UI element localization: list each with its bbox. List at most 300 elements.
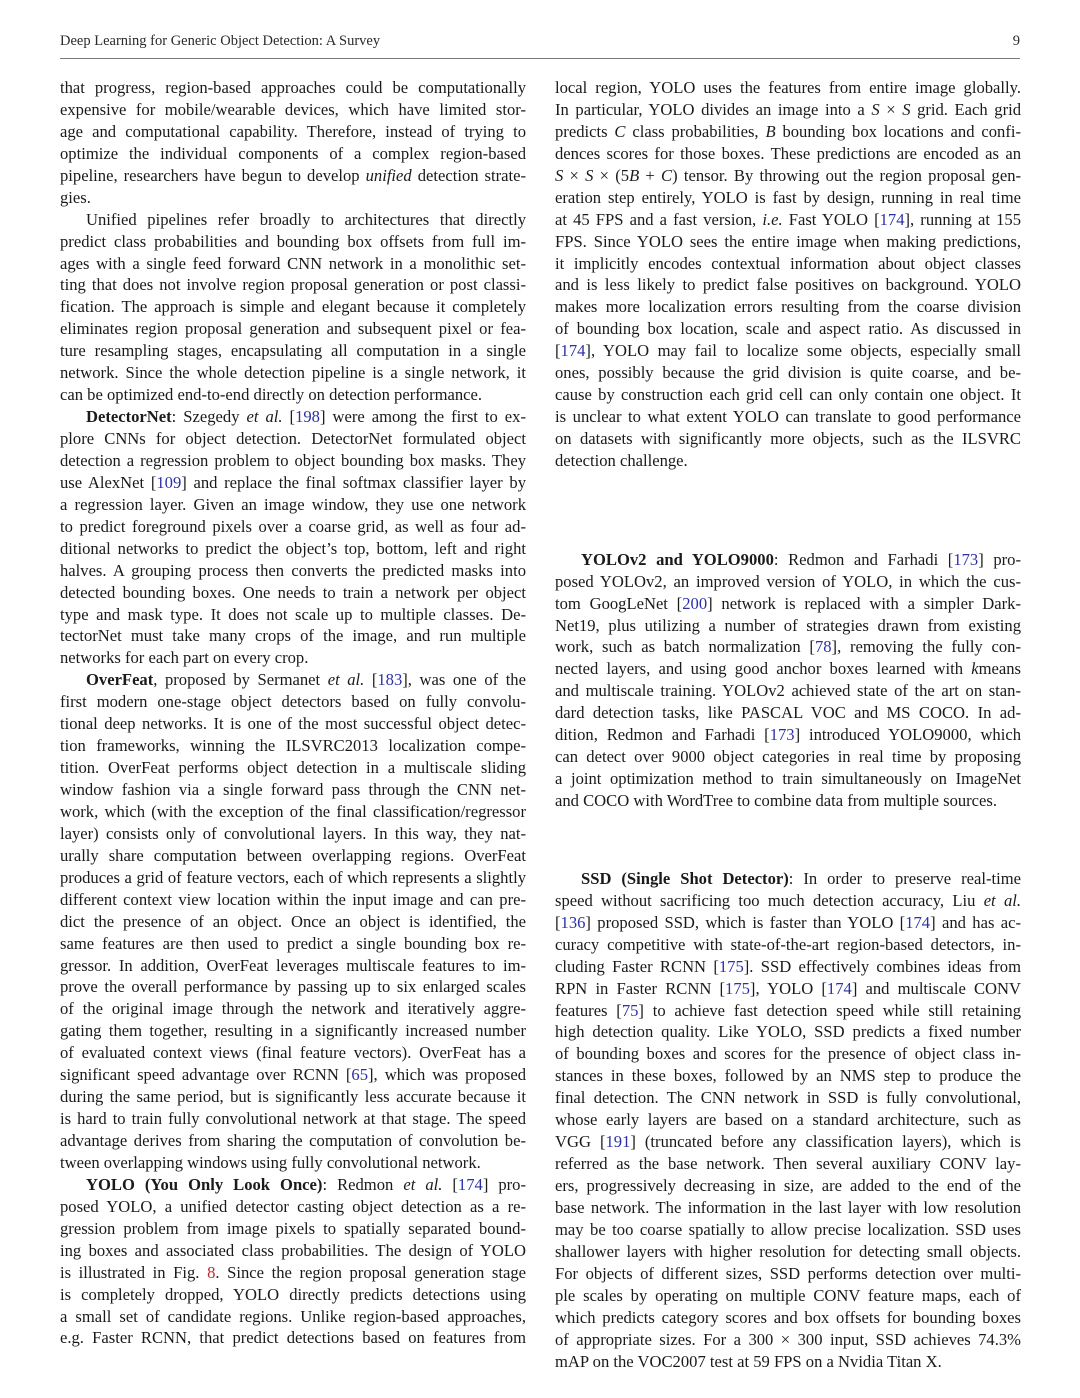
text-line — [60, 845, 526, 867]
paragraph-heading: SSD (Single Shot Detector) — [581, 868, 789, 888]
text-line — [60, 143, 526, 165]
text-line — [60, 1108, 526, 1130]
text-run: of bounding box location, scale and aspect ratio. As discussed in — [555, 319, 1021, 339]
text-line — [60, 867, 526, 889]
citation-link[interactable]: 175 — [718, 956, 744, 976]
text-line — [60, 911, 526, 933]
text-run: can be optimized end-to-end directly on detection performance. — [60, 385, 483, 405]
text-run: dard detection tasks, like PASCAL VOC and MS COCO. In ad- — [555, 703, 1021, 723]
text-line — [60, 340, 526, 362]
left-column — [60, 77, 526, 1349]
text-run: ] pro- — [482, 1174, 526, 1194]
text-line — [555, 1131, 1021, 1153]
text-run: a small set of candidate regions. Unlike region-based approaches, — [60, 1306, 526, 1326]
text-line — [60, 318, 526, 340]
text-run: posed YOLO, a unified detector casting object detection as a re- — [60, 1196, 526, 1216]
text-run: makes more localization errors resulting from the coarse division — [555, 297, 1021, 317]
text-run: work, such as batch normalization [ — [555, 637, 815, 657]
text-run: + — [639, 165, 662, 185]
text-line — [555, 77, 1021, 99]
text-line — [555, 406, 1021, 428]
text-run: mAP on the VOC2007 test at 59 FPS on a Nvidia Titan X. — [555, 1351, 942, 1371]
text-line — [555, 956, 1021, 978]
text-line — [555, 1109, 1021, 1131]
text-run: produces a grid of feature vectors, each of which represents a slightly — [60, 867, 526, 887]
text-line — [60, 1174, 526, 1196]
text-line — [555, 165, 1021, 187]
paragraph — [555, 77, 1021, 472]
citation-link[interactable]: 78 — [814, 637, 832, 657]
text-line — [60, 933, 526, 955]
text-line — [555, 340, 1021, 362]
text-line — [60, 976, 526, 998]
text-run: ] and multiscale CONV — [851, 978, 1022, 998]
text-run: high detection quality. Like YOLO, SSD predicts a fixed number — [555, 1022, 1021, 1042]
text-line — [555, 615, 1021, 637]
text-run: which predicts category scores and box offsets for bounding boxes — [555, 1307, 1021, 1327]
text-line — [555, 1307, 1021, 1329]
text-line — [60, 713, 526, 735]
text-run: advantage derives from sharing the computation of convolution be- — [60, 1131, 526, 1150]
text-run: that progress, region-based approaches could be computationally — [60, 78, 526, 97]
text-run: detection strate- — [411, 165, 527, 185]
text-line — [555, 1197, 1021, 1219]
text-line — [60, 406, 526, 428]
citation-link[interactable]: 109 — [156, 472, 182, 492]
text-line — [60, 757, 526, 779]
text-run: Net19, plus utilizing a number of strategies drawn from existing — [555, 615, 1021, 635]
text-line — [555, 209, 1021, 231]
text-run: For objects of different sizes, SSD performs detection over multi- — [555, 1263, 1021, 1283]
citation-link[interactable]: 198 — [295, 407, 320, 427]
text-run: urally share computation between overlapping regions. OverFeat — [60, 845, 526, 865]
text-run: grid. Each grid — [910, 99, 1022, 119]
paragraph-heading: YOLO (You Only Look Once) — [86, 1174, 323, 1194]
text-line — [60, 121, 526, 143]
text-run: ], was one of the — [402, 670, 526, 690]
text-line — [60, 1240, 526, 1262]
text-line — [555, 724, 1021, 746]
text-run: of evaluated context views (final feature vectors). OverFeat has a — [60, 1043, 526, 1063]
column-gap — [555, 812, 1021, 868]
right-column — [555, 77, 1021, 1372]
text-run: ] pro- — [978, 549, 1021, 569]
text-run: In particular, YOLO divides an image into a — [555, 99, 872, 119]
text-run: × — [879, 99, 903, 119]
text-line — [555, 768, 1021, 790]
text-run: ], running at 155 — [904, 209, 1021, 229]
text-line — [60, 450, 526, 472]
text-line — [60, 647, 526, 669]
text-line — [555, 890, 1021, 912]
math-symbol: B — [629, 165, 640, 185]
text-run: gressor. In addition, OverFeat leverages multiscale features to im- — [60, 955, 526, 975]
text-run: is illustrated in Fig. — [60, 1262, 208, 1282]
text-run: at 45 FPS and a fast version, — [555, 209, 763, 229]
italic-text: et al. — [246, 407, 283, 427]
text-line — [60, 779, 526, 801]
text-line — [60, 998, 526, 1020]
text-line — [60, 1327, 526, 1349]
text-run: ers, progressively decreasing in size, are added to the end of the — [555, 1176, 1021, 1196]
text-run: ing boxes and associated class probabilities. The design of YOLO — [60, 1240, 526, 1260]
text-run: VGG [ — [555, 1132, 606, 1152]
text-run: and COCO with WordTree to combine data from multiple sources. — [555, 791, 998, 810]
page-number: 9 — [1012, 33, 1020, 49]
text-line — [555, 121, 1021, 143]
text-line — [555, 143, 1021, 165]
text-run: tween overlapping windows using fully convolutional network. — [60, 1152, 481, 1172]
text-run: ages with a single feed forward CNN network in a monolithic set- — [60, 253, 526, 273]
text-run: ture resampling stages, encapsulating all computation in a single — [60, 341, 526, 361]
math-symbol: S — [555, 165, 564, 185]
text-run: posed YOLOv2, an improved version of YOLO, in which the cus- — [555, 571, 1021, 591]
italic-text: et al. — [327, 670, 365, 690]
text-line — [60, 604, 526, 626]
text-run: base network. The information in the last layer with low resolution — [555, 1197, 1021, 1217]
text-run: ) tensor. By throwing out the region proposal gen- — [672, 165, 1022, 185]
text-run: of the original image through the network and iteratively aggre- — [60, 999, 526, 1019]
citation-link[interactable]: 65 — [351, 1065, 368, 1085]
text-run: : Szegedy — [171, 407, 247, 427]
text-line — [555, 1000, 1021, 1022]
text-run: dences scores for those boxes. These predictions are encoded as an — [555, 143, 1021, 163]
citation-link[interactable]: 75 — [621, 1000, 639, 1020]
text-run: × (5 — [593, 165, 630, 185]
text-run: work, which (with the exception of the final classification/regressor — [60, 801, 526, 821]
text-run: tional deep networks. It is one of the most successful object detec- — [60, 714, 526, 734]
text-line — [555, 571, 1021, 593]
text-run: ], which was proposed — [368, 1065, 526, 1085]
text-line — [555, 1263, 1021, 1285]
text-line — [60, 1218, 526, 1240]
text-line — [60, 1306, 526, 1328]
text-run: shallower layers with higher resolution for detecting small objects. — [555, 1241, 1021, 1261]
text-run: [ — [555, 341, 561, 361]
text-run: detected bounding boxes. One needs to train a network per object — [60, 582, 526, 602]
text-line — [555, 746, 1021, 768]
text-run: class probabilities, — [625, 121, 766, 141]
text-line — [60, 494, 526, 516]
text-run: tition. OverFeat performs object detection in a multiscale sliding — [60, 758, 526, 778]
text-run: gression problem from image pixels to spatially separated bound- — [60, 1218, 526, 1238]
text-run: ] proposed SSD, which is faster than YOLO [ — [585, 912, 906, 932]
text-run: ] network is replaced with a simpler Dark- — [707, 593, 1021, 613]
text-line — [60, 165, 526, 187]
text-run: on datasets with significantly more objects, such as the ILSVRC — [555, 429, 1021, 448]
text-run: curacy competitive with state-of-the-art region-based detectors, in- — [555, 934, 1021, 954]
text-run: Fast YOLO [ — [782, 209, 880, 229]
text-run: RPN in Faster RCNN [ — [555, 978, 726, 998]
math-symbol: C — [614, 121, 626, 141]
text-line — [60, 1152, 526, 1174]
text-run: speed without sacrificing too much detection accuracy, Liu — [555, 890, 984, 910]
text-line — [555, 1351, 1021, 1373]
text-line — [555, 231, 1021, 253]
text-line — [60, 801, 526, 823]
text-run: is completely dropped, YOLO directly predicts detections using — [60, 1284, 526, 1304]
citation-link[interactable]: 136 — [560, 912, 586, 932]
text-line — [60, 560, 526, 582]
text-run: final detection. The CNN network in SSD is fully convolutional, — [555, 1088, 1021, 1108]
text-run: tion frameworks, winning the ILSVRC2013 localization compe- — [60, 736, 526, 756]
text-run: eration step entirely, YOLO is fast by design, running in real time — [555, 187, 1021, 207]
citation-link[interactable]: 191 — [605, 1132, 631, 1152]
running-title: Deep Learning for Generic Object Detection: A Survey — [60, 33, 381, 49]
text-run: ] and has ac- — [930, 912, 1022, 932]
paragraph-heading: YOLOv2 and YOLO9000 — [581, 549, 774, 569]
text-line — [555, 428, 1021, 450]
text-line — [60, 231, 526, 253]
text-run: window fashion via a single forward pass through the CNN net- — [60, 780, 526, 799]
citation-link[interactable]: 200 — [682, 593, 708, 613]
text-run: layer) consists only of convolutional layers. In this way, they nat- — [60, 823, 526, 843]
text-line — [555, 636, 1021, 658]
citation-link[interactable]: 183 — [377, 670, 403, 690]
text-run: and is less likely to predict false positives on background. YOLO — [555, 275, 1021, 295]
text-line — [60, 669, 526, 691]
text-run: ting that does not involve region proposal generation or post classi- — [60, 275, 526, 295]
text-line — [60, 274, 526, 296]
citation-link[interactable]: 174 — [905, 912, 931, 932]
text-run: it implicitly encodes contextual information about object classes — [555, 253, 1021, 273]
text-run: [ — [442, 1174, 458, 1194]
text-run: Unified pipelines refer broadly to architectures that directly — [86, 209, 526, 229]
math-symbol: S — [871, 99, 880, 119]
citation-link[interactable]: 174 — [879, 209, 905, 229]
text-run: is hard to train fully convolutional network at that stage. The speed — [60, 1109, 526, 1129]
text-run: detection a regression problem to object bounding box masks. They — [60, 450, 526, 470]
text-run: nected layers, and using good anchor boxes learned with — [555, 659, 972, 679]
paragraph — [60, 77, 526, 209]
text-line — [60, 209, 526, 231]
text-run: of bounding boxes and scores for the presence of object class in- — [555, 1044, 1021, 1064]
running-header — [60, 33, 1020, 57]
text-run: detection challenge. — [555, 450, 688, 470]
text-line — [555, 1021, 1021, 1043]
math-symbol: S — [585, 165, 594, 185]
text-line — [555, 868, 1021, 890]
paragraph — [555, 549, 1021, 812]
text-run: ] (truncated before any classification layers), which is — [630, 1132, 1021, 1152]
text-line — [60, 625, 526, 647]
paragraph-heading: OverFeat — [86, 670, 154, 690]
text-line — [555, 384, 1021, 406]
text-run: stances in these boxes, followed by an NMS step to produce the — [555, 1066, 1021, 1086]
text-line — [60, 1042, 526, 1064]
text-line — [60, 187, 526, 209]
text-line — [60, 1284, 526, 1306]
text-run: optimize the individual components of a complex region-based — [60, 143, 526, 163]
text-run: can detect over 9000 object categories in real time by proposing — [555, 747, 1021, 767]
text-line — [60, 538, 526, 560]
text-run: use AlexNet [ — [60, 472, 157, 492]
text-run: cause by construction each grid cell can only contain one object. It — [555, 385, 1021, 405]
text-run: predicts — [555, 121, 615, 141]
math-symbol: S — [902, 99, 911, 119]
text-run: tom GoogLeNet [ — [555, 593, 683, 613]
text-line — [60, 362, 526, 384]
text-run: dition, Redmon and Farhadi [ — [555, 725, 770, 745]
text-run: : Redmon and Farhadi [ — [773, 549, 954, 569]
text-run: networks for each part on every crop. — [60, 648, 309, 668]
paragraph — [60, 406, 526, 669]
text-line — [555, 978, 1021, 1000]
text-line — [60, 77, 526, 99]
paragraph-heading: DetectorNet — [86, 407, 172, 427]
text-line — [555, 274, 1021, 296]
text-run: : Redmon — [322, 1174, 404, 1194]
figure-link[interactable]: 8 — [207, 1262, 216, 1282]
italic-text: et al. — [403, 1174, 443, 1194]
italic-text: k — [971, 659, 979, 679]
text-line — [60, 296, 526, 318]
math-symbol: C — [661, 165, 673, 185]
text-line — [60, 1262, 526, 1284]
text-run: [ — [364, 670, 378, 690]
text-line — [555, 549, 1021, 571]
text-run: type and mask type. It does not scale up to multiple classes. De- — [60, 604, 526, 624]
text-line — [555, 790, 1021, 812]
text-line — [555, 1241, 1021, 1263]
text-line — [60, 691, 526, 713]
text-run: plore CNNs for object detection. DetectorNet formulated object — [60, 429, 526, 448]
text-run: [ — [555, 912, 561, 932]
text-line — [555, 1153, 1021, 1175]
text-line — [555, 658, 1021, 680]
text-line — [60, 428, 526, 450]
text-run: bounding box locations and confi- — [775, 121, 1021, 141]
text-run: whose early layers are based on a standard architecture, such as — [555, 1110, 1021, 1130]
paragraph — [555, 868, 1021, 1373]
text-run: ditional networks to predict the object’s top, bottom, left and right — [60, 538, 526, 558]
citation-link[interactable]: 173 — [769, 725, 795, 745]
text-line — [555, 1175, 1021, 1197]
text-line — [60, 516, 526, 538]
italic-text: et al. — [983, 890, 1021, 910]
math-symbol: B — [765, 121, 776, 141]
text-run: dict the presence of an object. Once an object is identified, the — [60, 911, 526, 931]
text-run: local region, YOLO uses the features from entire image globally. — [555, 78, 1021, 97]
text-line — [555, 593, 1021, 615]
text-line — [555, 1219, 1021, 1241]
citation-link[interactable]: 174 — [457, 1174, 483, 1194]
text-run: may be too coarse spatially to allow precise localization. SSD uses — [555, 1219, 1021, 1239]
text-run: pipeline, researchers have begun to develop — [60, 165, 366, 185]
text-run: : In order to preserve real-time — [788, 868, 1021, 888]
text-run: different context view location within the input image and can pre- — [60, 889, 526, 909]
text-run: same features are then used to predict a single bounding box re- — [60, 933, 526, 953]
text-run: tectorNet must take many crops of the image, and run multiple — [60, 626, 526, 646]
text-run: predict class probabilities and bounding box offsets from full im- — [60, 231, 526, 251]
text-run: ]. SSD effectively combines ideas from — [743, 956, 1021, 976]
text-run: . Since the region proposal generation stage — [215, 1262, 526, 1282]
citation-link[interactable]: 173 — [953, 549, 979, 569]
text-run: prove the overall performance by passing up to six enlarged scales — [60, 977, 526, 997]
citation-link[interactable]: 174 — [560, 341, 586, 361]
text-run: fication. The approach is simple and elegant because it completely — [60, 297, 526, 317]
text-run: network. Since the whole detection pipeline is a single network, it — [60, 363, 526, 383]
text-run: means — [978, 659, 1021, 679]
text-line — [555, 1087, 1021, 1109]
text-line — [555, 1285, 1021, 1307]
text-line — [60, 384, 526, 406]
text-line — [60, 735, 526, 757]
paragraph — [60, 209, 526, 406]
text-line — [60, 955, 526, 977]
text-line — [555, 296, 1021, 318]
text-run: ] were among the first to ex- — [319, 407, 526, 427]
text-line — [555, 362, 1021, 384]
text-run: [ — [282, 407, 296, 427]
text-line — [555, 934, 1021, 956]
text-line — [555, 99, 1021, 121]
text-line — [555, 912, 1021, 934]
italic-text: unified — [365, 165, 412, 185]
text-run: , proposed by Sermanet — [153, 670, 328, 690]
text-line — [60, 1020, 526, 1042]
text-line — [60, 1196, 526, 1218]
text-run: halves. A grouping process then converts the predicted masks into — [60, 560, 526, 580]
text-run: to predict foreground pixels over a coarse grid, as well as four ad- — [60, 516, 526, 536]
text-run: significant speed advantage over RCNN [ — [60, 1065, 352, 1085]
text-run: a joint optimization method to train simultaneously on ImageNet — [555, 769, 1021, 789]
text-run: age and computational capability. Therefore, instead of trying to — [60, 121, 526, 141]
text-run: ], removing the fully con- — [831, 637, 1021, 657]
text-run: expensive for mobile/wearable devices, which have limited stor- — [60, 99, 526, 119]
text-line — [555, 450, 1021, 472]
text-run: × — [563, 165, 586, 185]
paragraph — [60, 1174, 526, 1350]
text-run: and multiscale training. YOLOv2 achieved state of the art on stan- — [555, 681, 1021, 701]
text-line — [555, 680, 1021, 702]
text-run: eliminates region proposal generation and subsequent pixel or fea- — [60, 319, 526, 339]
text-run: gating them together, resulting in a significantly increased number — [60, 1021, 526, 1041]
text-run: a regression layer. Given an image window, they use one network — [60, 494, 526, 514]
text-line — [555, 1043, 1021, 1065]
text-line — [60, 889, 526, 911]
text-line — [555, 253, 1021, 275]
text-run: features [ — [555, 1000, 622, 1020]
text-line — [555, 187, 1021, 209]
text-run: ple scales by operating on multiple CONV feature maps, each of — [555, 1285, 1021, 1305]
paragraph — [60, 669, 526, 1174]
text-line — [555, 318, 1021, 340]
text-line — [60, 582, 526, 604]
text-run: FPS. Since YOLO sees the entire image when making predictions, — [555, 231, 1021, 251]
citation-link[interactable]: 175 — [725, 978, 750, 998]
text-run: ones, possibly because the grid division is quite coarse, and be- — [555, 363, 1021, 383]
text-line — [60, 823, 526, 845]
text-run: ] to achieve fast detection speed while still retaining — [638, 1000, 1021, 1020]
text-run: cluding Faster RCNN [ — [555, 956, 719, 976]
citation-link[interactable]: 174 — [826, 978, 852, 998]
text-run: ], YOLO [ — [749, 978, 827, 998]
text-run: of appropriate sizes. For a 300 × 300 input, SSD achieves 74.3% — [555, 1329, 1021, 1349]
text-line — [60, 1064, 526, 1086]
text-line — [60, 1130, 526, 1152]
text-run: ] and replace the final softmax classifier layer by — [181, 472, 526, 492]
text-run: is unclear to what extent YOLO can translate to good performance — [555, 407, 1021, 427]
text-line — [60, 1086, 526, 1108]
text-line — [60, 253, 526, 275]
text-line — [555, 702, 1021, 724]
text-run: during the same period, but is significantly less accurate because it — [60, 1087, 526, 1107]
text-line — [60, 472, 526, 494]
text-line — [555, 1329, 1021, 1351]
text-line — [555, 1065, 1021, 1087]
italic-text: i.e. — [762, 209, 783, 229]
